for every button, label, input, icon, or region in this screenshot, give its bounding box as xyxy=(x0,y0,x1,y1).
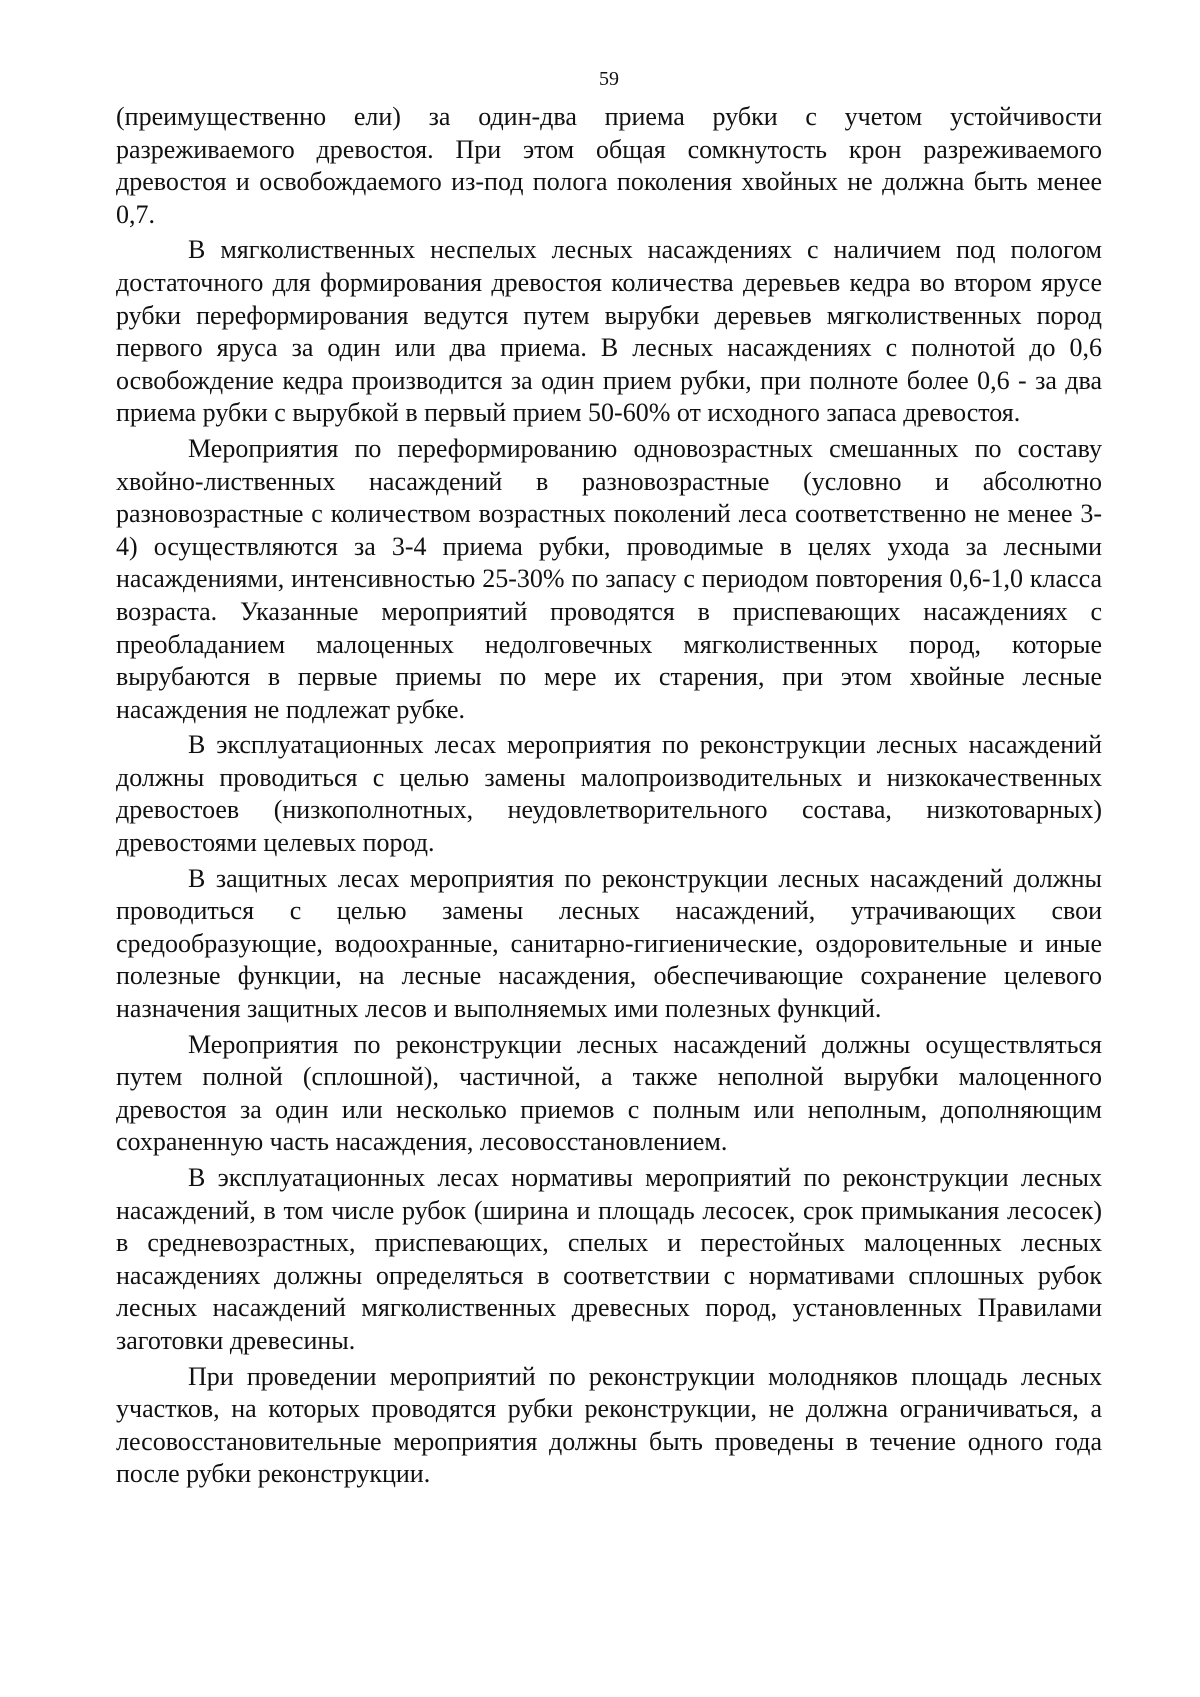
paragraph-2: В мягколиственных неспелых лесных насаждениях с наличием под пологом достаточного для формирования древостоя количества деревьев кедра во втором ярусе рубки переформирования ведутся путем вырубки деревьев мягколиственных пород первого яруса за один или два приема. В лесных насаждениях с полнотой до 0,6 освобождение кедра производится за один прием рубки, при полноте более 0,6 - за два приема рубки с вырубкой в первый прием 50-60% от исходного запаса древостоя. xyxy=(116,235,1102,428)
paragraph-4: В эксплуатационных лесах мероприятия по реконструкции лесных насаждений должны проводиться с целью замены малопроизводительных и низкокачественных древостоев (низкополнотных, неудовлетворительного состава, низкотоварных) древостоями целевых пород. xyxy=(116,730,1102,858)
document-page xyxy=(116,68,1102,1494)
paragraph-5: В защитных лесах мероприятия по реконструкции лесных насаждений должны проводиться с целью замены лесных насаждений, утрачивающих свои средообразующие, водоохранные, санитарно-гигиенические, оздоровительные и иные полезные функции, на лесные насаждения, обеспечивающие сохранение целевого назначения защитных лесов и выполняемых ими полезных функций. xyxy=(116,863,1102,1024)
paragraph-1: (преимущественно ели) за один-два приема рубки с учетом устойчивости разреживаемого древостоя. При этом общая сомкнутость крон разреживаемого древостоя и освобождаемого из-под полога поколения хвойных не должна быть менее 0,7. xyxy=(116,102,1102,229)
paragraph-7: В эксплуатационных лесах нормативы мероприятий по реконструкции лесных насаждений, в том числе рубок (ширина и площадь лесосек, срок примыкания лесосек) в средневозрастных, приспевающих, спелых и перестойных малоценных лесных насаждениях должны определяться в соответствии с нормативами сплошных рубок лесных насаждений мягколиственных древесных пород, установленных Правилами заготовки древесины. xyxy=(116,1163,1102,1355)
paragraph-6: Мероприятия по реконструкции лесных насаждений должны осуществляться путем полной (сплошной), частичной, а также неполной вырубки малоценного древостоя за один или несколько приемов с полным или неполным, дополняющим сохраненную часть насаждения, лесовосстановлением. xyxy=(116,1029,1102,1157)
paragraph-8: При проведении мероприятий по реконструкции молодняков площадь лесных участков, на которых проводятся рубки реконструкции, не должна ограничиваться, а лесовосстановительные мероприятия должны быть проведены в течение одного года после рубки реконструкции. xyxy=(116,1361,1102,1489)
page-number: 59 xyxy=(599,68,619,90)
paragraph-3: Мероприятия по переформированию одновозрастных смешанных по составу хвойно-лиственных насаждений в разновозрастные (условно и абсолютно разновозрастные с количеством возрастных поколений леса соответственно не менее 3-4) осуществляются за 3-4 приема рубки, проводимые в целях ухода за лесными насаждениями, интенсивностью 25-30% по запасу с периодом повторения 0,6-1,0 класса возраста. Указанные мероприятий проводятся в приспевающих насаждениях с преобладанием малоценных недолговечных мягколиственных пород, которые вырубаются в первые приемы по мере их старения, при этом хвойные лесные насаждения не подлежат рубке. xyxy=(116,433,1102,724)
